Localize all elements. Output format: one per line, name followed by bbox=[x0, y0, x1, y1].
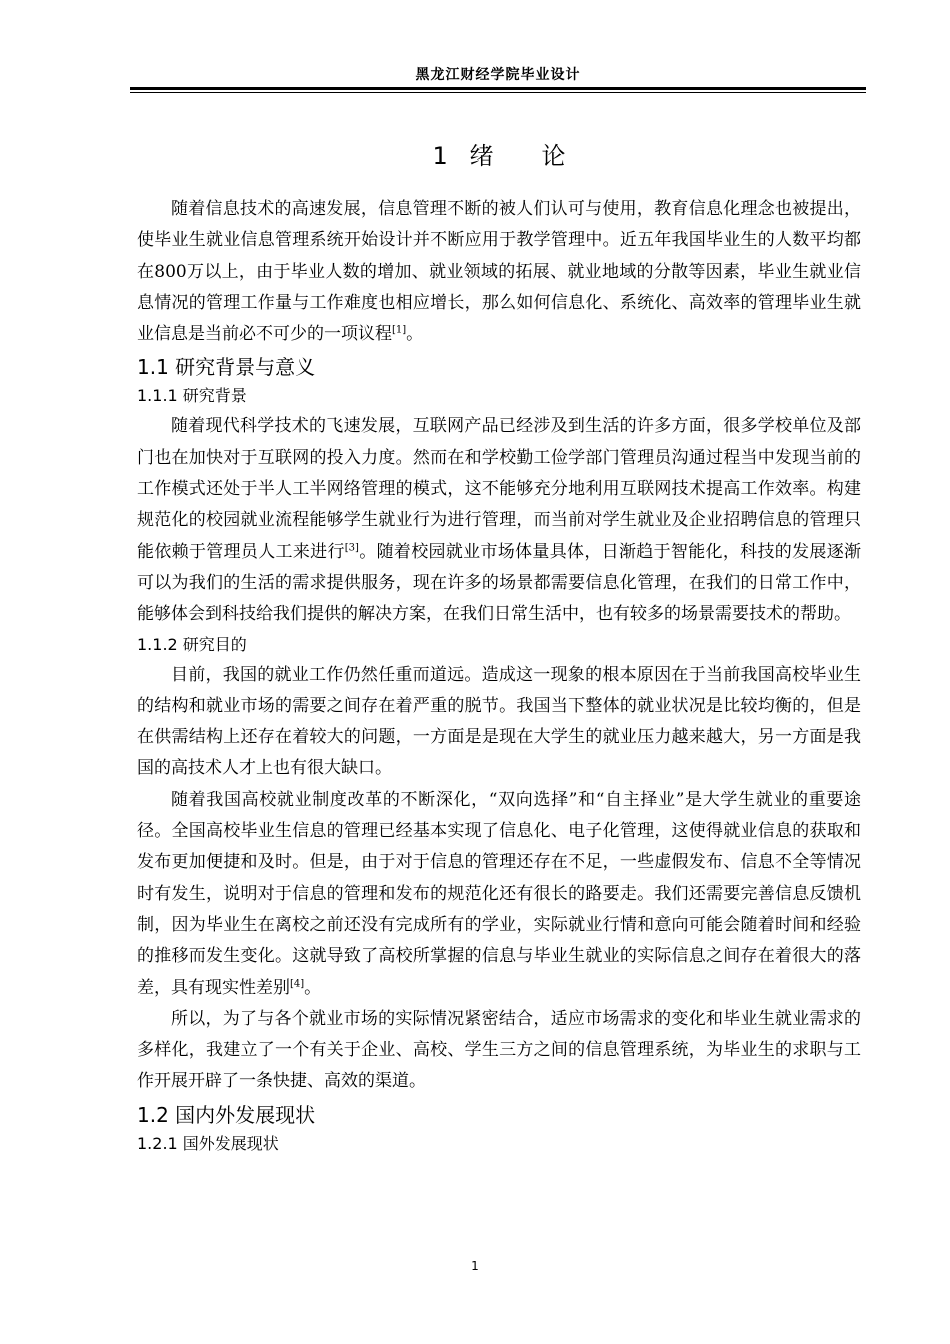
purpose-paragraph-2 bbox=[137, 785, 861, 1004]
purpose-text: 随着我国高校就业制度改革的不断深化，“双向选择”和“自主择业”是大学生就业的重要途径。全国高校毕业生信息的管理已经基本实现了信息化、电子化管理，这使得就业信息的获取和发布更加便捷和及时。但是，由于对于信息的管理还存在不足，一些虚假发布、信息不全等情况时有发生，说明对于信息的管理和发布的规范化还有很长的路要走。我们还需要完善信息反馈机制，因为毕业生在离校之前还没有完成所有的学业，实际就业行情和意向可能会随着时间和经验的推移而发生变化。这就导致了高校所掌握的信息与毕业生就业的实际信息之间存在着很大的落差，具有现实性差别 bbox=[137, 789, 861, 998]
subsection-heading-1-1-1: 1.1.1 研究背景 bbox=[137, 386, 247, 406]
citation-ref: [4] bbox=[290, 977, 305, 989]
page-body bbox=[137, 138, 861, 1159]
background-text-cont: 。随着校园就业市场体量具体，日渐趋于智能化，科技的发展逐渐可以为我们的生活的需求提供服务，现在许多的场景都需要信息化管理，在我们的日常工作中，能够体会到科技给我们提供的解决方案，在我们日常生活中，也有较多的场景需要技术的帮助。 bbox=[137, 541, 862, 625]
intro-paragraph bbox=[137, 194, 861, 350]
section-heading-1-2: 1.2 国内外发展现状 bbox=[137, 1102, 316, 1127]
purpose-text-end: 。 bbox=[304, 977, 322, 998]
intro-text-end: 。 bbox=[406, 324, 424, 345]
section-heading-1-1: 1.1 研究背景与意义 bbox=[137, 355, 316, 380]
chapter-title: 1 绪 论 bbox=[432, 142, 566, 170]
citation-ref: [3] bbox=[344, 542, 359, 554]
purpose-paragraph-1: 目前，我国的就业工作仍然任重而道远。造成这一现象的根本原因在于当前我国高校毕业生的结构和就业市场的需要之间存在着严重的脱节。我国当下整体的就业状况是比较均衡的，但是在供需结构上还存在着较大的问题，一方面是是现在大学生的就业压力越来越大，另一方面是我国的高技术人才上也有很大缺口。 bbox=[137, 664, 861, 779]
header-rule-thick bbox=[130, 87, 866, 90]
purpose-paragraph-3: 所以，为了与各个就业市场的实际情况紧密结合，适应市场需求的变化和毕业生就业需求的多样化，我建立了一个有关于企业、高校、学生三方之间的信息管理系统，为毕业生的求职与工作开展开辟了一条快捷、高效的渠道。 bbox=[137, 1008, 861, 1092]
header-rule-thin bbox=[130, 92, 866, 93]
citation-ref: [1] bbox=[392, 324, 407, 336]
background-paragraph bbox=[137, 411, 861, 630]
subsection-heading-1-2-1: 1.2.1 国外发展现状 bbox=[137, 1133, 279, 1153]
page-number: 1 bbox=[471, 1259, 479, 1273]
page-header-title: 黑龙江财经学院毕业设计 bbox=[415, 67, 581, 83]
background-text: 随着现代科学技术的飞速发展，互联网产品已经涉及到生活的许多方面，很多学校单位及部门也在加快对于互联网的投入力度。然而在和学校勤工俭学部门管理员沟通过程当中发现当前的工作模式还处于半人工半网络管理的模式，这不能够充分地利用互联网技术提高工作效率。构建规范化的校园就业流程能够学生就业行为进行管理，而当前对学生就业及企业招聘信息的管理只能依赖于管理员人工来进行 bbox=[137, 416, 861, 562]
intro-text: 随着信息技术的高速发展，信息管理不断的被人们认可与使用，教育信息化理念也被提出，使毕业生就业信息管理系统开始设计并不断应用于教学管理中。近五年我国毕业生的人数平均都在800万以上，由于毕业人数的增加、就业领域的拓展、就业地域的分散等因素，毕业生就业信息情况的管理工作量与工作难度也相应增长，那么如何信息化、系统化、高效率的管理毕业生就业信息是当前必不可少的一项议程 bbox=[137, 199, 861, 345]
subsection-heading-1-1-2: 1.1.2 研究目的 bbox=[137, 634, 247, 654]
